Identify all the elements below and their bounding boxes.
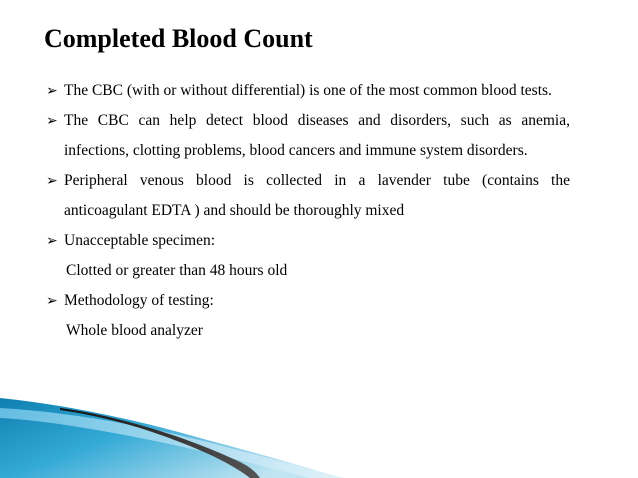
bullet-text: Peripheral venous blood is collected in a lavender tube (contains the anticoagulant EDTA ) and should be thoroughly mixed (64, 172, 570, 219)
arrow-bullet-icon: ➢ (46, 83, 58, 99)
bullet-item (46, 106, 570, 166)
swoosh-light-band (0, 408, 345, 478)
swoosh-dark-stroke (60, 408, 260, 478)
arrow-bullet-icon: ➢ (46, 233, 58, 249)
bullet-text: The CBC (with or without differential) is one of the most common blood tests. (64, 82, 552, 99)
bullet-text: Methodology of testing: (64, 292, 214, 309)
bullet-item (46, 76, 570, 106)
slide-title: Completed Blood Count (44, 24, 313, 53)
bullet-item (46, 166, 570, 226)
swoosh-blue-band (0, 398, 340, 478)
bullet-text: The CBC can help detect blood diseases and disorders, such as anemia, infections, clotting problems, blood cancers and immune system disorders. (64, 112, 570, 159)
bullet-subtext: Clotted or greater than 48 hours old (66, 262, 288, 279)
bullet-item (46, 226, 570, 256)
bullet-subtext: Whole blood analyzer (66, 322, 203, 339)
bullet-item (46, 286, 570, 316)
arrow-bullet-icon: ➢ (46, 173, 58, 189)
arrow-bullet-icon: ➢ (46, 113, 58, 129)
arrow-bullet-icon: ➢ (46, 293, 58, 309)
bullet-list (46, 76, 570, 346)
bullet-text: Unacceptable specimen: (64, 232, 216, 249)
